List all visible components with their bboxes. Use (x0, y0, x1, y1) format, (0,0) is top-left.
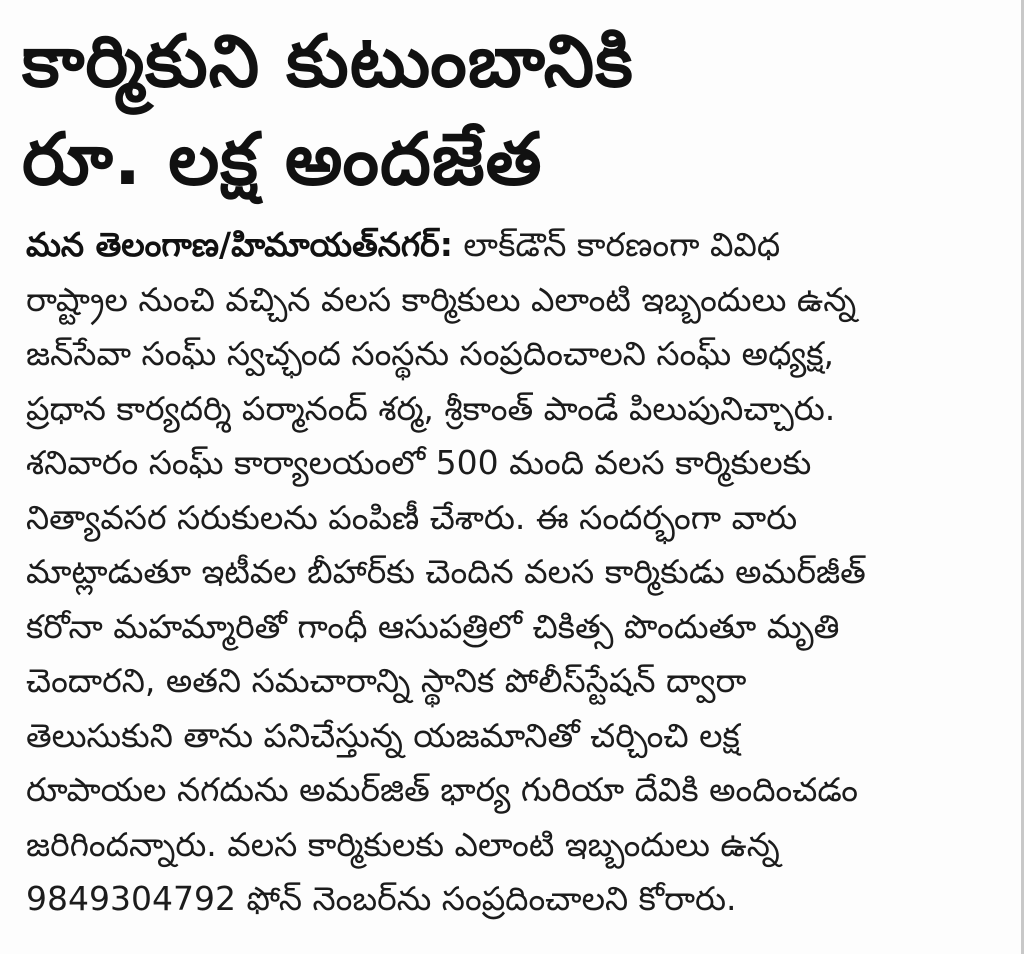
headline (0, 0, 1021, 208)
article-body (26, 218, 996, 927)
article-line: రూపాయల నగదును అమర్‌జిత్ భార్య గురియా దేవికి అందించడం (26, 770, 858, 809)
dateline: మన తెలంగాణ/హిమాయత్‌నగర్: (26, 225, 453, 264)
article-line: 9849304792 ఫోన్ నెంబర్‌ను సంప్రదించాలని కోరారు. (26, 879, 737, 918)
article-line: తెలుసుకుని తాను పనిచేస్తున్న యజమానితో చర్చించి లక్ష (26, 715, 740, 755)
headline-line-1: కార్మికుని కుటుంబానికి (22, 19, 634, 103)
headline-line-2: రూ. లక్ష అందజేత (22, 117, 543, 201)
article-line: నిత్యావసర సరుకులను పంపిణీ చేశారు. ఈ సందర్భంగా వారు (26, 497, 798, 537)
article-line: రాష్ట్రాల నుంచి వచ్చిన వలస కార్మికులు ఎలాంటి ఇబ్బందులు ఉన్న (26, 279, 857, 319)
article-line: జరిగిందన్నారు. వలస కార్మికులకు ఎలాంటి ఇబ్బందులు ఉన్న (26, 824, 780, 864)
article-line: ప్రధాన కార్యదర్శి పర్మానంద్ శర్మ, శ్రీకాంత్ పాండే పిలుపునిచ్చారు. (26, 388, 836, 428)
article-line: కరోనా మహమ్మారితో గాంధీ ఆసుపత్రిలో చికిత్స పొందుతూ మృతి (26, 606, 840, 646)
article-line-1 (26, 218, 996, 273)
article-line: మాట్లాడుతూ ఇటీవల బీహార్‌కు చెందిన వలస కార్మికుడు అమర్‌జీత్ (26, 552, 866, 591)
article-line: చెందారని, అతని సమచారాన్ని స్థానిక పోలీస్‌స్టేషన్ ద్వారా (26, 661, 747, 700)
first-line-text: లాక్‌డౌన్ కారణంగా వివిధ (452, 225, 781, 264)
article-line: జన్‌సేవా సంఘ్ స్వచ్ఛంద సంస్థను సంప్రదించాలని సంఘ్ అధ్యక్ష, (26, 334, 834, 373)
article-line: శనివారం సంఘ్ కార్యాలయంలో 500 మంది వలస కార్మికులకు (26, 443, 812, 482)
